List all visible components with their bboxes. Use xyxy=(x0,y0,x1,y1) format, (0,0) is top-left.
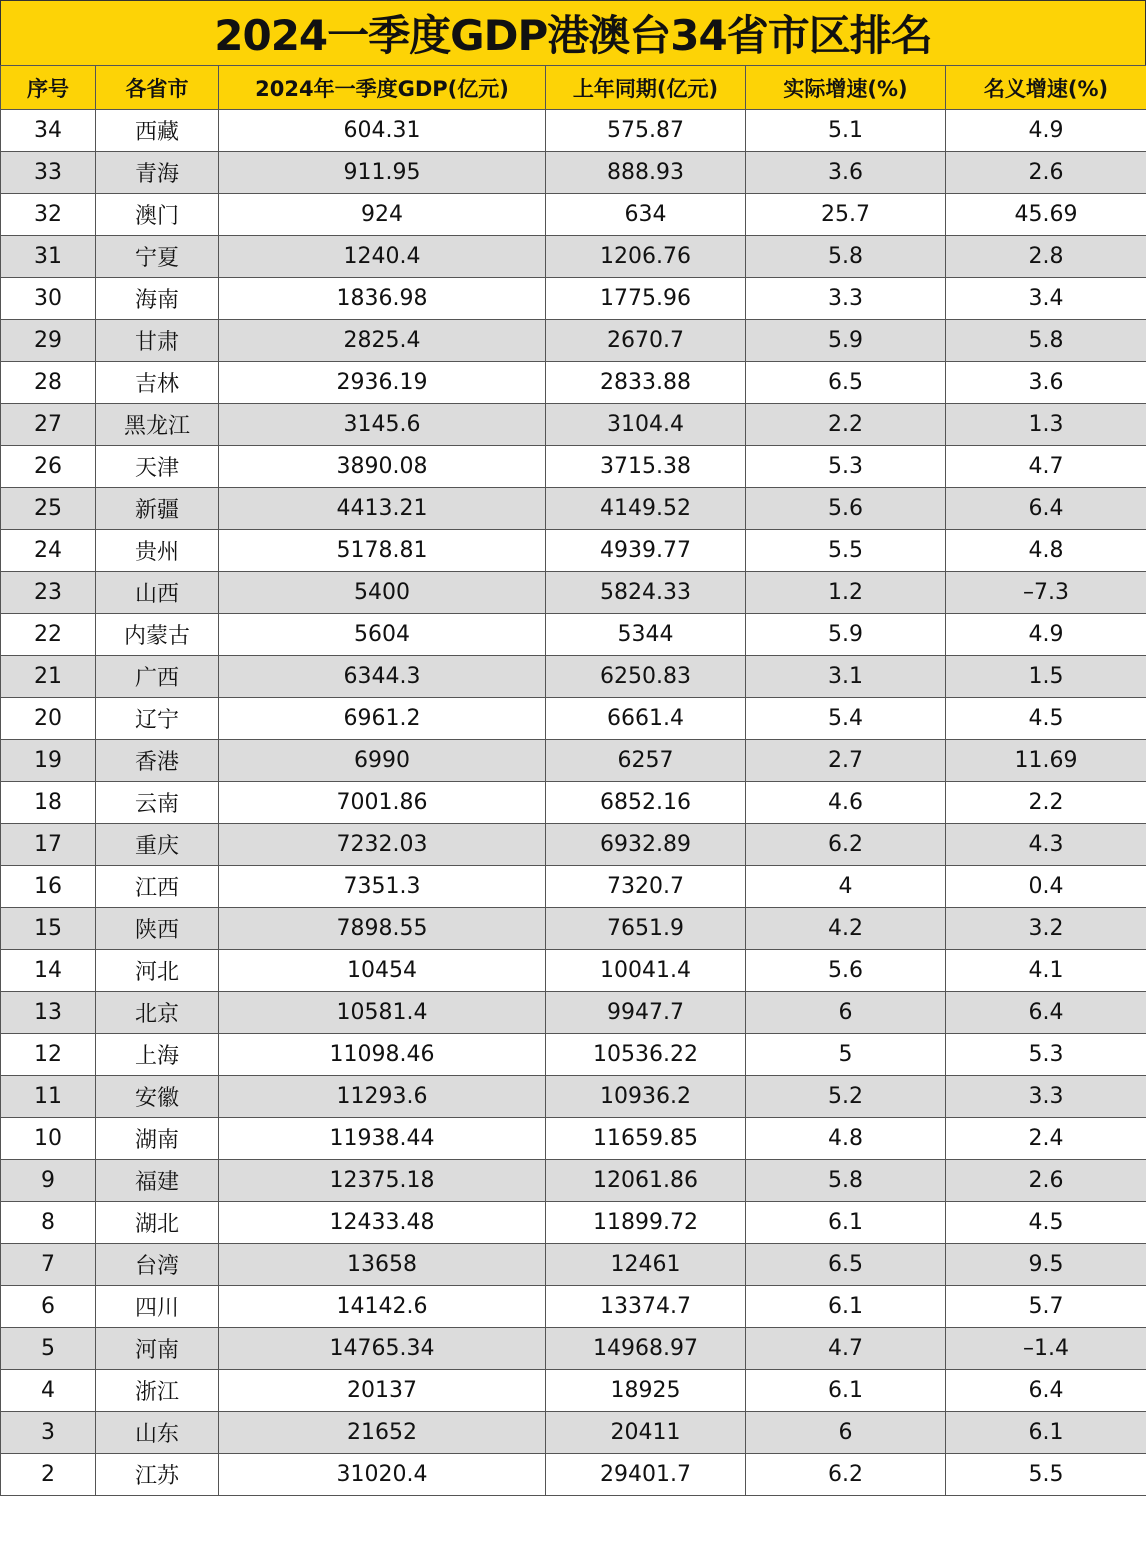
cell-rank: 2 xyxy=(1,1454,96,1496)
header-rank: 序号 xyxy=(1,66,96,110)
cell-nominal-growth: 5.8 xyxy=(946,320,1146,362)
cell-nominal-growth: 4.3 xyxy=(946,824,1146,866)
header-gdp-last-year: 上年同期(亿元) xyxy=(546,66,746,110)
cell-region: 陕西 xyxy=(96,908,219,950)
cell-real-growth: 6.2 xyxy=(746,1454,946,1496)
cell-nominal-growth: 2.4 xyxy=(946,1118,1146,1160)
cell-gdp-2024q1: 3145.6 xyxy=(219,404,546,446)
cell-gdp-2024q1: 6961.2 xyxy=(219,698,546,740)
cell-gdp-last-year: 29401.7 xyxy=(546,1454,746,1496)
cell-nominal-growth: 6.4 xyxy=(946,992,1146,1034)
cell-region: 北京 xyxy=(96,992,219,1034)
cell-gdp-last-year: 6932.89 xyxy=(546,824,746,866)
table-row xyxy=(1,194,1146,236)
cell-gdp-2024q1: 7898.55 xyxy=(219,908,546,950)
cell-rank: 29 xyxy=(1,320,96,362)
table-row xyxy=(1,110,1146,152)
cell-gdp-2024q1: 20137 xyxy=(219,1370,546,1412)
cell-real-growth: 4.7 xyxy=(746,1328,946,1370)
cell-region: 西藏 xyxy=(96,110,219,152)
cell-gdp-2024q1: 604.31 xyxy=(219,110,546,152)
cell-gdp-2024q1: 11293.6 xyxy=(219,1076,546,1118)
cell-real-growth: 3.3 xyxy=(746,278,946,320)
cell-gdp-2024q1: 6990 xyxy=(219,740,546,782)
cell-gdp-last-year: 4149.52 xyxy=(546,488,746,530)
cell-nominal-growth: 3.4 xyxy=(946,278,1146,320)
cell-real-growth: 4 xyxy=(746,866,946,908)
cell-region: 河北 xyxy=(96,950,219,992)
cell-nominal-growth: 5.7 xyxy=(946,1286,1146,1328)
table-body xyxy=(1,110,1146,1496)
cell-nominal-growth: 45.69 xyxy=(946,194,1146,236)
table-row xyxy=(1,1412,1146,1454)
cell-region: 云南 xyxy=(96,782,219,824)
cell-region: 浙江 xyxy=(96,1370,219,1412)
table-row xyxy=(1,152,1146,194)
cell-gdp-last-year: 20411 xyxy=(546,1412,746,1454)
table-row xyxy=(1,1202,1146,1244)
cell-rank: 3 xyxy=(1,1412,96,1454)
table-row xyxy=(1,1244,1146,1286)
cell-gdp-last-year: 13374.7 xyxy=(546,1286,746,1328)
header-row xyxy=(1,66,1146,110)
cell-gdp-2024q1: 11098.46 xyxy=(219,1034,546,1076)
cell-region: 安徽 xyxy=(96,1076,219,1118)
cell-region: 宁夏 xyxy=(96,236,219,278)
cell-region: 台湾 xyxy=(96,1244,219,1286)
cell-rank: 23 xyxy=(1,572,96,614)
header-region: 各省市 xyxy=(96,66,219,110)
cell-gdp-last-year: 1775.96 xyxy=(546,278,746,320)
cell-rank: 25 xyxy=(1,488,96,530)
cell-real-growth: 6.1 xyxy=(746,1286,946,1328)
cell-real-growth: 6.2 xyxy=(746,824,946,866)
cell-rank: 8 xyxy=(1,1202,96,1244)
cell-rank: 28 xyxy=(1,362,96,404)
cell-real-growth: 5.5 xyxy=(746,530,946,572)
cell-region: 天津 xyxy=(96,446,219,488)
cell-nominal-growth: 1.5 xyxy=(946,656,1146,698)
table-row xyxy=(1,404,1146,446)
cell-gdp-2024q1: 5400 xyxy=(219,572,546,614)
table-header xyxy=(1,66,1146,110)
cell-gdp-last-year: 634 xyxy=(546,194,746,236)
cell-gdp-2024q1: 10454 xyxy=(219,950,546,992)
cell-nominal-growth: 3.6 xyxy=(946,362,1146,404)
cell-real-growth: 6 xyxy=(746,992,946,1034)
cell-rank: 24 xyxy=(1,530,96,572)
cell-rank: 34 xyxy=(1,110,96,152)
cell-region: 重庆 xyxy=(96,824,219,866)
cell-region: 江苏 xyxy=(96,1454,219,1496)
cell-rank: 11 xyxy=(1,1076,96,1118)
table-row xyxy=(1,1076,1146,1118)
cell-real-growth: 2.2 xyxy=(746,404,946,446)
cell-rank: 26 xyxy=(1,446,96,488)
cell-gdp-last-year: 11659.85 xyxy=(546,1118,746,1160)
cell-real-growth: 5.1 xyxy=(746,110,946,152)
cell-gdp-last-year: 1206.76 xyxy=(546,236,746,278)
gdp-table xyxy=(0,65,1146,1496)
table-row xyxy=(1,1118,1146,1160)
table-row xyxy=(1,614,1146,656)
cell-region: 山东 xyxy=(96,1412,219,1454)
cell-gdp-last-year: 888.93 xyxy=(546,152,746,194)
cell-gdp-last-year: 10041.4 xyxy=(546,950,746,992)
cell-real-growth: 5.8 xyxy=(746,236,946,278)
cell-real-growth: 3.6 xyxy=(746,152,946,194)
cell-gdp-last-year: 6257 xyxy=(546,740,746,782)
cell-nominal-growth: 2.2 xyxy=(946,782,1146,824)
cell-gdp-last-year: 6661.4 xyxy=(546,698,746,740)
cell-gdp-2024q1: 5178.81 xyxy=(219,530,546,572)
cell-nominal-growth: 4.1 xyxy=(946,950,1146,992)
cell-gdp-2024q1: 1240.4 xyxy=(219,236,546,278)
cell-real-growth: 25.7 xyxy=(746,194,946,236)
table-row xyxy=(1,446,1146,488)
cell-nominal-growth: 1.3 xyxy=(946,404,1146,446)
cell-real-growth: 5.6 xyxy=(746,488,946,530)
cell-nominal-growth: 4.5 xyxy=(946,698,1146,740)
cell-real-growth: 5.8 xyxy=(746,1160,946,1202)
cell-gdp-last-year: 3104.4 xyxy=(546,404,746,446)
table-row xyxy=(1,362,1146,404)
cell-gdp-2024q1: 911.95 xyxy=(219,152,546,194)
cell-real-growth: 5.2 xyxy=(746,1076,946,1118)
cell-real-growth: 5.9 xyxy=(746,614,946,656)
cell-real-growth: 4.8 xyxy=(746,1118,946,1160)
cell-nominal-growth: 4.9 xyxy=(946,110,1146,152)
cell-rank: 20 xyxy=(1,698,96,740)
cell-nominal-growth: 6.4 xyxy=(946,1370,1146,1412)
cell-gdp-last-year: 6250.83 xyxy=(546,656,746,698)
cell-rank: 10 xyxy=(1,1118,96,1160)
cell-nominal-growth: 3.3 xyxy=(946,1076,1146,1118)
cell-gdp-last-year: 4939.77 xyxy=(546,530,746,572)
cell-gdp-2024q1: 13658 xyxy=(219,1244,546,1286)
cell-gdp-last-year: 12061.86 xyxy=(546,1160,746,1202)
table-row xyxy=(1,782,1146,824)
cell-gdp-last-year: 7320.7 xyxy=(546,866,746,908)
cell-gdp-last-year: 14968.97 xyxy=(546,1328,746,1370)
cell-nominal-growth: 5.5 xyxy=(946,1454,1146,1496)
cell-gdp-2024q1: 1836.98 xyxy=(219,278,546,320)
cell-nominal-growth: 2.8 xyxy=(946,236,1146,278)
cell-rank: 17 xyxy=(1,824,96,866)
cell-gdp-last-year: 10936.2 xyxy=(546,1076,746,1118)
table-row xyxy=(1,572,1146,614)
cell-nominal-growth: 2.6 xyxy=(946,1160,1146,1202)
cell-real-growth: 6.5 xyxy=(746,362,946,404)
cell-region: 广西 xyxy=(96,656,219,698)
cell-gdp-2024q1: 3890.08 xyxy=(219,446,546,488)
cell-nominal-growth: 3.2 xyxy=(946,908,1146,950)
cell-gdp-last-year: 9947.7 xyxy=(546,992,746,1034)
cell-gdp-last-year: 2833.88 xyxy=(546,362,746,404)
header-gdp-2024q1: 2024年一季度GDP(亿元) xyxy=(219,66,546,110)
cell-real-growth: 3.1 xyxy=(746,656,946,698)
cell-rank: 15 xyxy=(1,908,96,950)
cell-region: 江西 xyxy=(96,866,219,908)
table-row xyxy=(1,1160,1146,1202)
cell-real-growth: 5 xyxy=(746,1034,946,1076)
cell-gdp-2024q1: 7001.86 xyxy=(219,782,546,824)
cell-rank: 21 xyxy=(1,656,96,698)
cell-region: 福建 xyxy=(96,1160,219,1202)
cell-gdp-last-year: 18925 xyxy=(546,1370,746,1412)
table-row xyxy=(1,824,1146,866)
table-row xyxy=(1,740,1146,782)
cell-rank: 30 xyxy=(1,278,96,320)
cell-region: 贵州 xyxy=(96,530,219,572)
cell-real-growth: 5.6 xyxy=(746,950,946,992)
cell-nominal-growth: 4.8 xyxy=(946,530,1146,572)
cell-gdp-2024q1: 14765.34 xyxy=(219,1328,546,1370)
table-row xyxy=(1,866,1146,908)
cell-region: 辽宁 xyxy=(96,698,219,740)
table-row xyxy=(1,1328,1146,1370)
page-title: 2024一季度GDP港澳台34省市区排名 xyxy=(0,0,1146,66)
cell-rank: 16 xyxy=(1,866,96,908)
cell-region: 青海 xyxy=(96,152,219,194)
cell-region: 山西 xyxy=(96,572,219,614)
cell-region: 上海 xyxy=(96,1034,219,1076)
cell-nominal-growth: 4.9 xyxy=(946,614,1146,656)
cell-real-growth: 2.7 xyxy=(746,740,946,782)
table-row xyxy=(1,236,1146,278)
cell-rank: 9 xyxy=(1,1160,96,1202)
cell-gdp-last-year: 11899.72 xyxy=(546,1202,746,1244)
cell-rank: 13 xyxy=(1,992,96,1034)
cell-nominal-growth: 4.7 xyxy=(946,446,1146,488)
cell-real-growth: 6.5 xyxy=(746,1244,946,1286)
table-row xyxy=(1,1370,1146,1412)
cell-region: 新疆 xyxy=(96,488,219,530)
cell-real-growth: 6 xyxy=(746,1412,946,1454)
table-row xyxy=(1,992,1146,1034)
cell-gdp-2024q1: 2825.4 xyxy=(219,320,546,362)
table-row xyxy=(1,320,1146,362)
table-row xyxy=(1,488,1146,530)
cell-real-growth: 5.9 xyxy=(746,320,946,362)
table-row xyxy=(1,698,1146,740)
table-row xyxy=(1,530,1146,572)
cell-region: 四川 xyxy=(96,1286,219,1328)
cell-region: 湖南 xyxy=(96,1118,219,1160)
cell-rank: 18 xyxy=(1,782,96,824)
table-row xyxy=(1,278,1146,320)
cell-nominal-growth: 5.3 xyxy=(946,1034,1146,1076)
cell-rank: 27 xyxy=(1,404,96,446)
cell-gdp-2024q1: 31020.4 xyxy=(219,1454,546,1496)
cell-gdp-2024q1: 12375.18 xyxy=(219,1160,546,1202)
table-row xyxy=(1,1286,1146,1328)
cell-gdp-last-year: 5824.33 xyxy=(546,572,746,614)
cell-rank: 5 xyxy=(1,1328,96,1370)
cell-gdp-last-year: 12461 xyxy=(546,1244,746,1286)
table-row xyxy=(1,1034,1146,1076)
cell-region: 香港 xyxy=(96,740,219,782)
cell-gdp-2024q1: 7351.3 xyxy=(219,866,546,908)
header-real-growth: 实际增速(%) xyxy=(746,66,946,110)
cell-rank: 32 xyxy=(1,194,96,236)
cell-gdp-2024q1: 11938.44 xyxy=(219,1118,546,1160)
cell-rank: 7 xyxy=(1,1244,96,1286)
cell-real-growth: 4.2 xyxy=(746,908,946,950)
cell-nominal-growth: –7.3 xyxy=(946,572,1146,614)
cell-gdp-2024q1: 924 xyxy=(219,194,546,236)
cell-gdp-2024q1: 14142.6 xyxy=(219,1286,546,1328)
cell-nominal-growth: 11.69 xyxy=(946,740,1146,782)
cell-nominal-growth: –1.4 xyxy=(946,1328,1146,1370)
cell-region: 甘肃 xyxy=(96,320,219,362)
cell-real-growth: 6.1 xyxy=(746,1370,946,1412)
cell-nominal-growth: 2.6 xyxy=(946,152,1146,194)
table-row xyxy=(1,1454,1146,1496)
cell-rank: 6 xyxy=(1,1286,96,1328)
cell-nominal-growth: 9.5 xyxy=(946,1244,1146,1286)
cell-region: 黑龙江 xyxy=(96,404,219,446)
cell-region: 河南 xyxy=(96,1328,219,1370)
cell-gdp-last-year: 7651.9 xyxy=(546,908,746,950)
cell-rank: 33 xyxy=(1,152,96,194)
cell-real-growth: 6.1 xyxy=(746,1202,946,1244)
cell-rank: 4 xyxy=(1,1370,96,1412)
table-row xyxy=(1,908,1146,950)
cell-gdp-last-year: 2670.7 xyxy=(546,320,746,362)
cell-real-growth: 5.4 xyxy=(746,698,946,740)
cell-gdp-2024q1: 4413.21 xyxy=(219,488,546,530)
cell-nominal-growth: 0.4 xyxy=(946,866,1146,908)
cell-gdp-last-year: 575.87 xyxy=(546,110,746,152)
cell-gdp-2024q1: 12433.48 xyxy=(219,1202,546,1244)
cell-gdp-2024q1: 21652 xyxy=(219,1412,546,1454)
cell-nominal-growth: 4.5 xyxy=(946,1202,1146,1244)
header-nominal-growth: 名义增速(%) xyxy=(946,66,1146,110)
cell-gdp-2024q1: 6344.3 xyxy=(219,656,546,698)
cell-region: 吉林 xyxy=(96,362,219,404)
cell-rank: 22 xyxy=(1,614,96,656)
cell-region: 内蒙古 xyxy=(96,614,219,656)
cell-gdp-last-year: 3715.38 xyxy=(546,446,746,488)
cell-gdp-last-year: 6852.16 xyxy=(546,782,746,824)
cell-rank: 31 xyxy=(1,236,96,278)
cell-gdp-2024q1: 5604 xyxy=(219,614,546,656)
cell-region: 湖北 xyxy=(96,1202,219,1244)
table-row xyxy=(1,656,1146,698)
cell-gdp-last-year: 5344 xyxy=(546,614,746,656)
cell-rank: 14 xyxy=(1,950,96,992)
cell-region: 澳门 xyxy=(96,194,219,236)
cell-nominal-growth: 6.1 xyxy=(946,1412,1146,1454)
cell-real-growth: 1.2 xyxy=(746,572,946,614)
cell-gdp-last-year: 10536.22 xyxy=(546,1034,746,1076)
cell-gdp-2024q1: 2936.19 xyxy=(219,362,546,404)
cell-rank: 19 xyxy=(1,740,96,782)
cell-real-growth: 4.6 xyxy=(746,782,946,824)
cell-real-growth: 5.3 xyxy=(746,446,946,488)
cell-gdp-2024q1: 7232.03 xyxy=(219,824,546,866)
cell-rank: 12 xyxy=(1,1034,96,1076)
table-row xyxy=(1,950,1146,992)
cell-region: 海南 xyxy=(96,278,219,320)
cell-nominal-growth: 6.4 xyxy=(946,488,1146,530)
cell-gdp-2024q1: 10581.4 xyxy=(219,992,546,1034)
